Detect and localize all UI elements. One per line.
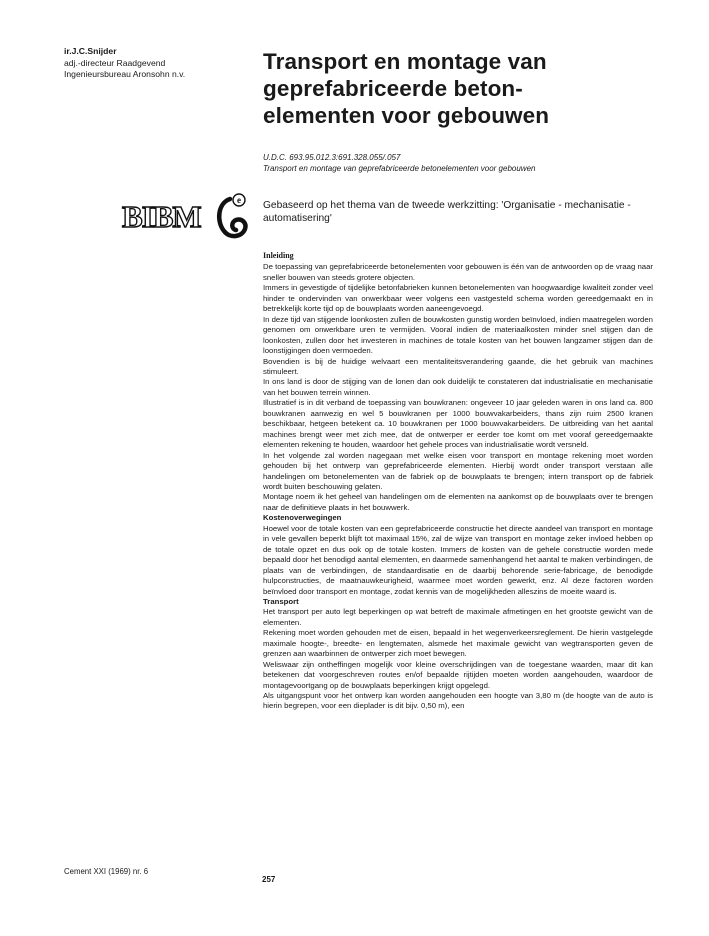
udc-code: U.D.C. 693.95.012.3:691.328.055/.057	[263, 153, 401, 162]
body-paragraph: De toepassing van geprefabriceerde betonelementen voor gebouwen is één van de antwoorden op de vraag naar sneller bouwen van steeds grotere objecten.	[263, 262, 653, 282]
body-paragraph: Als uitgangspunt voor het ontwerp kan worden aangehouden een hoogte van 3,80 m (de hoogte van de auto is hierin begrepen, voor een dieplader is dit bijv. 0,50 m), een	[263, 691, 653, 711]
udc-subtitle: Transport en montage van geprefabriceerde betonelementen voor gebouwen	[263, 164, 536, 173]
author-name: ir.J.C.Snijder	[64, 46, 117, 56]
author-affiliation-1: adj.-directeur Raadgevend	[64, 57, 166, 68]
body-paragraph: Weliswaar zijn ontheffingen mogelijk voor kleine overschrijdingen van de toegestane waarden, maar dit kan betekenen dat voorgeschreven routes en/of bepaalde rijtijden moeten worden aangehouden, waardoor de montagevoortgang op de bouwplaats beperkingen krijgt opgelegd.	[263, 659, 653, 690]
section-heading: Kostenoverwegingen	[263, 513, 342, 523]
article-body	[263, 251, 653, 712]
body-paragraph: Immers in gevestigde of tijdelijke betonfabrieken kunnen betonelementen van hoogwaardige kwaliteit zonder veel hinder te ondervinden van onwerkbaar weer volgens een vastgesteld schema worden gereedgemaakt en in betrekkelijk korte tijd op de bouwplaats worden aaneengevoegd.	[263, 283, 653, 314]
body-paragraph: In het volgende zal worden nagegaan met welke eisen voor transport en montage rekening moet worden gehouden bij het ontwerp van geprefabriceerde elementen. Hierbij wordt onder transport verstaan alle handelingen om betonelementen van de fabriek op de bouwplaats te brengen; intern transport op de fabriek wordt buiten beschouwing gelaten.	[263, 450, 653, 491]
author-affiliation-2: Ingenieursbureau Aronsohn n.v.	[64, 69, 186, 79]
bibm-logo-graphic	[118, 191, 255, 243]
section-heading: Transport	[263, 596, 299, 606]
author-block	[64, 46, 244, 81]
journal-citation: Cement XXI (1969) nr. 6	[64, 867, 149, 876]
theme-statement: Gebaseerd op het thema van de tweede werkzitting: 'Organisatie - mechanisatie - automatisering'	[263, 200, 631, 224]
title-line: geprefabriceerde beton-	[263, 76, 523, 101]
article-title	[263, 48, 683, 129]
body-paragraph: Montage noem ik het geheel van handelingen om de elementen na aankomst op de bouwplaats over te brengen naar de definitieve plaats in het bouwwerk.	[263, 492, 653, 512]
body-paragraph: In ons land is door de stijging van de lonen dan ook duidelijk te constateren dat industrialisatie en mechanisatie van het bouwen terrein winnen.	[263, 377, 653, 397]
title-line: elementen voor gebouwen	[263, 103, 550, 128]
title-line: Transport en montage van	[263, 49, 547, 74]
body-paragraph: Bovendien is bij de huidige welvaart een mentaliteitsverandering gaande, die het gebruik van machines stimuleert.	[263, 356, 653, 376]
body-paragraph: Rekening moet worden gehouden met de eisen, bepaald in het wegenverkeersreglement. De hierin vastgelegde maximale hoogte-, breedte- en lengtematen, alsmede het maximale gewicht van wegtransporten geven de grenzen aan waarbinnen de ontwerper zich moet bewegen.	[263, 628, 653, 659]
page-number: 257	[262, 875, 276, 884]
bibm-logo	[118, 191, 255, 243]
logo-wordmark: BIBM	[122, 199, 201, 234]
body-paragraph: Hoewel voor de totale kosten van een geprefabriceerde constructie het directe aandeel van transport en montage in vele gevallen beperkt blijft tot maximaal 15%, zal de wijze van transport en montage zeker invloed hebben op de totale opzet en dus ook op de totale kosten. Immers de kosten van de gehele constructie worden mede bepaald door het benodigd aantal elementen, en daarmede samenhangend het aantal te maken verbindingen, de plaats van de verbindingen, de standaardisatie en de daarbij behorende serie-fabricage, de benodigde hulpconstructies, de maatnauwkeurigheid, waarmee moet worden gewerkt, enz. Al deze factoren worden beïnvloed door transport en montage, zodat kennis van de mogelijkheden alleszins de moeite waard is.	[263, 523, 653, 596]
section-heading: Inleiding	[263, 251, 294, 260]
body-paragraph: Het transport per auto legt beperkingen op wat betreft de maximale afmetingen en het grootste gewicht van de elementen.	[263, 607, 653, 627]
body-paragraph: In deze tijd van stijgende loonkosten zullen de bouwkosten gunstig worden beïnvloed, indien maatregelen worden genomen om onwerkbare uren te vermijden. Vooral indien de materiaalkosten minder snel stijgen dan de loonkosten, zullen door het investeren in machines de totale kosten van het bouwen langzamer stijgen dan de loonstijgingen doen vermoeden.	[263, 314, 653, 356]
body-paragraph: Illustratief is in dit verband de toepassing van bouwkranen: ongeveer 10 jaar geleden waren in ons land ca. 800 bouwkranen aanwezig en wel 5 bouwkranen per 1000 bouwvakarbeiders, thans zijn ruim 2500 kranen beschikbaar, hetgeen betekent ca. 10 bouwkranen per 1000 bouwvakarbeiders. De uitbreiding van het aantal machines brengt weer met zich mee, dat de ontwerper er eerder toe komt om met vooraf gereedgemaakte elementen rekening te houden, waardoor het gehele proces van industrialisatie wordt versneld.	[263, 398, 653, 450]
udc-block	[263, 152, 663, 174]
logo-mark-letter: e	[237, 195, 241, 205]
